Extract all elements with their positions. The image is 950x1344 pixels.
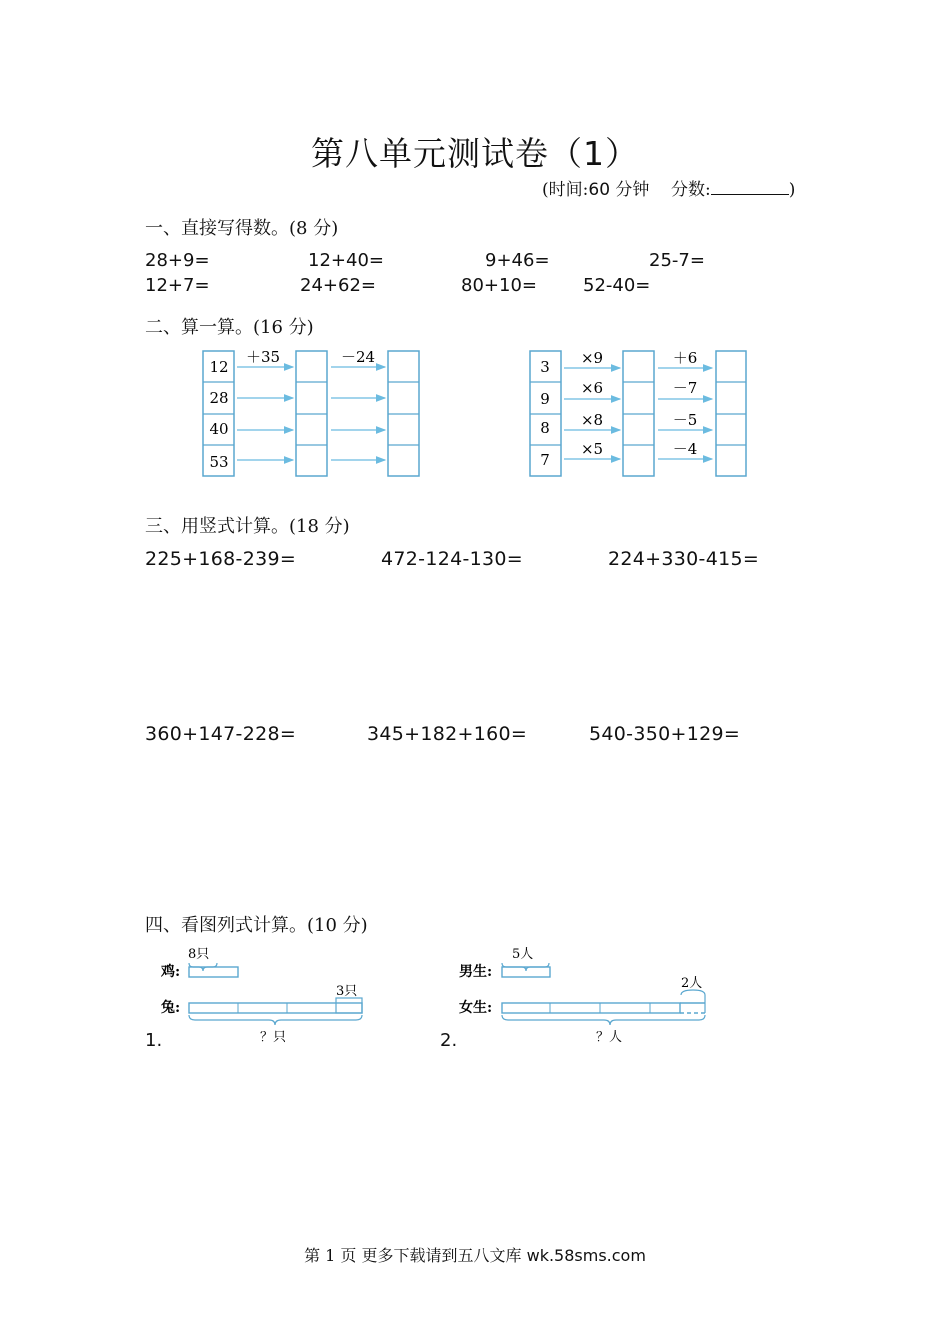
diagram-2-top-label: 5人 — [512, 947, 534, 962]
vertical-problem: 345+182+160= — [367, 723, 528, 745]
diagram-2-row1-label: 男生: — [459, 964, 493, 980]
line-diagram-2 — [455, 940, 715, 1050]
diagram-1-row1-label: 鸡: — [161, 964, 181, 980]
diagram-2-row2-label: 女生: — [459, 1000, 493, 1016]
chain-2-op2: ＋6 — [672, 349, 698, 367]
section-4-label: 四、看图列式计算。 — [145, 915, 307, 936]
chain-2-op2: －7 — [672, 379, 698, 397]
chain-1-op2: －24 — [340, 348, 376, 366]
section-2-heading — [145, 313, 314, 339]
chain-2-op1: ×6 — [580, 379, 604, 397]
section-1-heading — [145, 214, 338, 240]
vertical-problem: 540-350+129= — [589, 723, 741, 745]
section-4-points: (10 分) — [307, 915, 368, 936]
chain-2-op2: －5 — [672, 411, 698, 429]
oral-problem: 25-7= — [649, 250, 705, 271]
line-diagram-1 — [155, 940, 375, 1050]
time-score-line — [542, 175, 795, 200]
time-unit: 分钟 — [610, 180, 650, 200]
chain-2-op2: －4 — [672, 440, 698, 458]
oral-problem: 12+7= — [145, 275, 210, 296]
section-2-points: (16 分) — [253, 317, 314, 338]
question-number: 2. — [440, 1030, 458, 1051]
score-label: 分数: — [671, 180, 711, 200]
oral-problem: 9+46= — [485, 250, 550, 271]
score-close: ) — [788, 180, 796, 200]
chain-2-input: 3 — [540, 358, 550, 376]
page-title: 第八单元测试卷（1） — [311, 134, 639, 173]
diagram-1-row2-label: 兔: — [161, 1000, 181, 1016]
diagram-2-extra-label: 2人 — [681, 976, 703, 991]
chain-1-op1: ＋35 — [245, 348, 281, 366]
section-1-points: (8 分) — [289, 218, 339, 239]
question-number: 1. — [145, 1030, 163, 1051]
oral-problem: 12+40= — [308, 250, 384, 271]
section-1-label: 一、直接写得数。 — [145, 218, 289, 239]
chain-1-input: 12 — [209, 358, 229, 376]
section-4-heading — [145, 911, 368, 937]
chain-2-input: 8 — [540, 419, 550, 437]
vertical-problem: 472-124-130= — [381, 548, 524, 570]
vertical-problem: 360+147-228= — [145, 723, 297, 745]
time-label: (时间: — [542, 180, 589, 200]
vertical-problem: 224+330-415= — [608, 548, 760, 570]
diagram-2-total-label: ？人 — [596, 1030, 623, 1045]
oral-problem: 80+10= — [461, 275, 537, 296]
oral-problem: 52-40= — [583, 275, 651, 296]
oral-problem: 24+62= — [300, 275, 376, 296]
chain-2-op1: ×9 — [580, 349, 604, 367]
chain-2-input: 7 — [540, 451, 550, 469]
footer-text: 第 1 页 更多下载请到五八文库 — [304, 1246, 527, 1265]
section-3-heading — [145, 512, 350, 538]
diagram-1-top-label: 8只 — [188, 947, 210, 962]
chain-1-input: 40 — [209, 420, 229, 438]
diagram-1-total-label: ？只 — [260, 1030, 287, 1045]
chain-1-input: 53 — [209, 453, 229, 471]
section-2-label: 二、算一算。 — [145, 317, 253, 338]
chain-2-op1: ×5 — [580, 440, 604, 458]
footer-link[interactable]: wk.58sms.com — [526, 1246, 646, 1265]
section-3-label: 三、用竖式计算。 — [145, 516, 289, 537]
time-value: 60 — [588, 180, 611, 200]
section-3-points: (18 分) — [289, 516, 350, 537]
diagram-1-extra-label: 3只 — [336, 984, 358, 999]
vertical-problem: 225+168-239= — [145, 548, 297, 570]
chain-1-input: 28 — [209, 389, 229, 407]
chain-2-input: 9 — [540, 390, 550, 408]
score-blank[interactable] — [711, 180, 789, 195]
oral-problem: 28+9= — [145, 250, 210, 271]
calc-chain-1 — [195, 344, 430, 482]
calc-chain-2 — [522, 344, 757, 482]
page-footer — [0, 1243, 950, 1266]
chain-2-op1: ×8 — [580, 411, 604, 429]
